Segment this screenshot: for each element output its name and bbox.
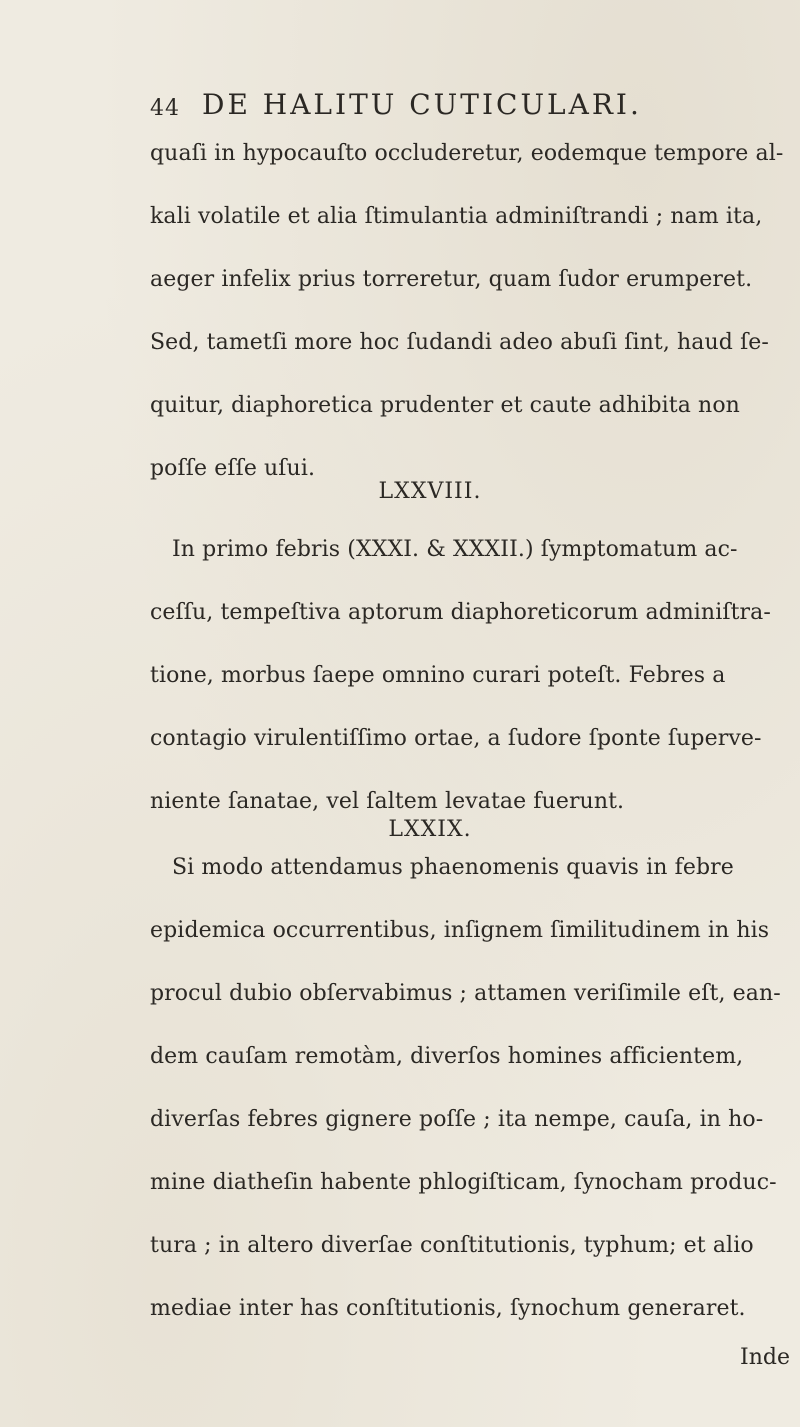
paragraph-3 <box>150 836 790 1340</box>
text-line: kali volatile et alia ſtimulantia adminiſtrandi ; nam ita, <box>150 204 763 229</box>
catchword: Inde <box>740 1345 790 1370</box>
text-line: quitur, diaphoretica prudenter et caute adhibita non <box>150 393 740 418</box>
text-line: tura ; in altero diverſae conſtitutionis, typhum; et alio <box>150 1233 754 1258</box>
section-heading: LXXVIII. <box>378 479 482 504</box>
text-line: contagio virulentiſſimo ortae, a ſudore ſponte ſuperve- <box>150 726 762 751</box>
paragraph-2 <box>150 518 790 833</box>
text-line: epidemica occurrentibus, inſignem ſimilitudinem in his <box>150 918 770 943</box>
text-line: mediae inter has conſtitutionis, ſynochum generaret. <box>150 1296 746 1321</box>
text-line: dem cauſam remotàm, diverſos homines afficientem, <box>150 1044 744 1069</box>
text-line: ceſſu, tempeſtiva aptorum diaphoreticorum adminiſtra- <box>150 600 771 625</box>
text-line: diverſas febres gignere poſſe ; ita nempe, cauſa, in ho- <box>150 1107 764 1132</box>
text-line: mine diatheſin habente phlogiſticam, ſynocham produc- <box>150 1170 777 1195</box>
text-line: Si modo attendamus phaenomenis quavis in febre <box>172 855 734 880</box>
text-line: tione, morbus ſaepe omnino curari poteſt. Febres a <box>150 663 726 688</box>
text-line: niente ſanatae, vel ſaltem levatae fuerunt. <box>150 789 625 814</box>
text-line: In primo febris (XXXI. & XXXII.) ſymptomatum ac- <box>172 537 738 562</box>
text-line: quaſi in hypocauſto occluderetur, eodemque tempore al- <box>150 141 784 166</box>
section-heading: LXXIX. <box>388 817 472 842</box>
paragraph-1 <box>150 122 790 500</box>
text-line: Sed, tametſi more hoc ſudandi adeo abuſi ſint, haud ſe- <box>150 330 769 355</box>
running-title: DE HALITU CUTICULARI. <box>202 88 642 121</box>
page-number: 44 <box>150 96 180 121</box>
text-line: poſſe eſſe uſui. <box>150 456 316 481</box>
text-line: aeger infelix prius torreretur, quam ſudor erumperet. <box>150 267 753 292</box>
text-line: procul dubio obſervabimus ; attamen veriſimile eſt, ean- <box>150 981 781 1006</box>
